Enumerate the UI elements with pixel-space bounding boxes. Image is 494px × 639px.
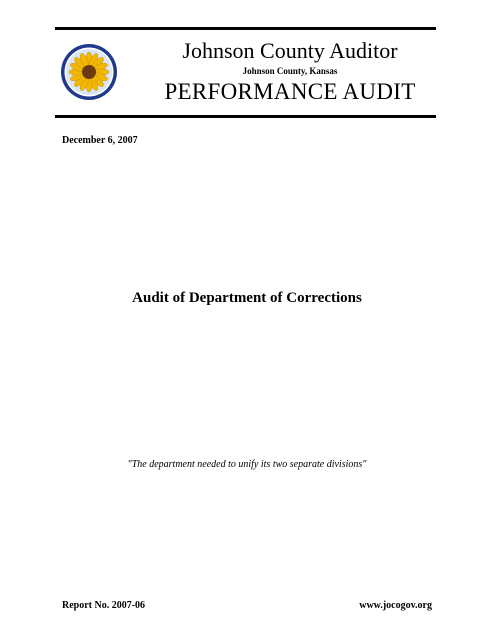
sunflower-seal-icon: [60, 43, 118, 101]
header-bottom-rule: [55, 115, 436, 118]
summary-quote: "The department needed to unify its two separate divisions": [127, 459, 367, 470]
report-number: Report No. 2007-06: [62, 600, 146, 611]
header-top-rule: [55, 27, 436, 30]
report-title: Audit of Department of Corrections: [132, 290, 362, 306]
report-date: December 6, 2007: [62, 135, 138, 146]
website-link: www.jocogov.org: [359, 600, 432, 611]
county-subtitle: Johnson County, Kansas: [242, 66, 338, 76]
auditor-title: Johnson County Auditor: [182, 38, 398, 63]
performance-audit-banner: PERFORMANCE AUDIT: [164, 79, 416, 104]
